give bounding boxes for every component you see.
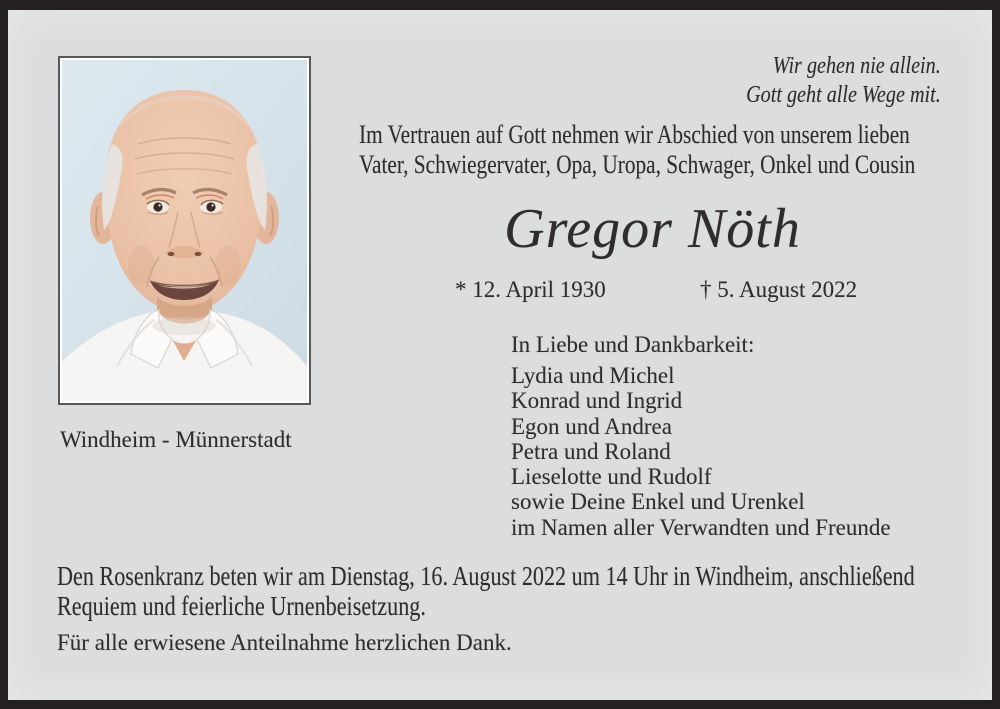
service-announcement bbox=[57, 561, 1000, 621]
mourner-name: Egon und Andrea bbox=[511, 413, 672, 439]
epigraph-line-2: Gott geht alle Wege mit. bbox=[746, 82, 941, 108]
portrait-photo bbox=[58, 56, 311, 405]
intro-text bbox=[359, 120, 1000, 180]
mourner-name: Petra und Roland bbox=[511, 438, 671, 464]
deceased-name: Gregor Nöth bbox=[504, 198, 801, 260]
intro-line-1: Im Vertrauen auf Gott nehmen wir Abschied von unserem lieben bbox=[359, 120, 910, 149]
announcement-line-2: Requiem und feierliche Urnenbeisetzung. bbox=[57, 591, 426, 621]
mourner-name: im Namen aller Verwandten und Freunde bbox=[511, 514, 891, 540]
mourner-name: sowie Deine Enkel und Urenkel bbox=[511, 489, 805, 515]
thanks-line: Für alle erwiesene Anteilnahme herzlichen Dank. bbox=[57, 630, 512, 655]
epigraph-line-1: Wir gehen nie allein. bbox=[773, 53, 941, 79]
death-date: † 5. August 2022 bbox=[700, 277, 858, 302]
mourner-name: Lydia und Michel bbox=[511, 363, 675, 388]
portrait-illustration bbox=[62, 60, 307, 401]
mourner-name: Konrad und Ingrid bbox=[511, 388, 683, 414]
mourner-name: Lieselotte und Rudolf bbox=[511, 464, 712, 490]
epigraph bbox=[709, 52, 941, 110]
tribute-heading: In Liebe und Dankbarkeit: bbox=[511, 332, 755, 357]
intro-line-2: Vater, Schwiegervater, Opa, Uropa, Schwager, Onkel und Cousin bbox=[359, 150, 916, 179]
photo-caption: Windheim - Münnerstadt bbox=[60, 427, 292, 452]
announcement-line-1: Den Rosenkranz beten wir am Dienstag, 16. August 2022 um 14 Uhr in Windheim, anschließend bbox=[57, 561, 915, 591]
birth-date: * 12. April 1930 bbox=[455, 277, 606, 302]
mourners-list bbox=[511, 363, 891, 540]
